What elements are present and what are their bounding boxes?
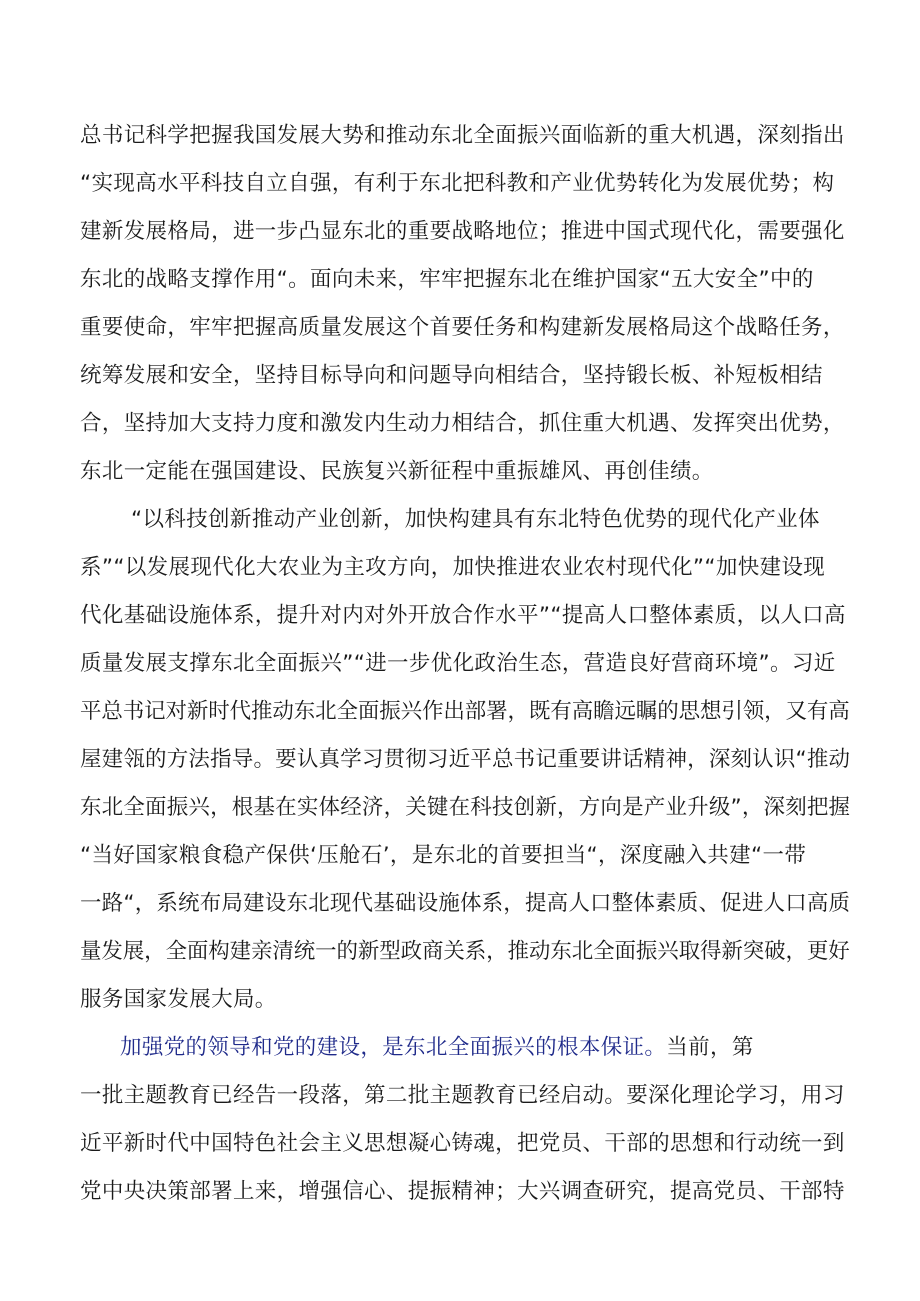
p3-line-2: 一批主题教育已经告一段落，第二批主题教育已经启动。要深化理论学习，用习 <box>80 1083 845 1108</box>
p1-line-5: 重要使命，牢牢把握高质量发展这个首要任务和构建新发展格局这个战略任务， <box>80 315 845 340</box>
p3-line-1 <box>120 1034 754 1062</box>
p3-line-4: 党中央决策部署上来，增强信心、提振精神；大兴调查研究，提高党员、干部特 <box>80 1179 845 1204</box>
p2-line-8: “当好国家粮食稳产保供‘压舱石’，是东北的首要担当“，深度融入共建“一带 <box>80 843 807 868</box>
p1-line-2: “实现高水平科技自立自强，有利于东北把科教和产业优势转化为发展优势；构 <box>80 171 835 196</box>
p2-line-7: 东北全面振兴，根基在实体经济，关键在科技创新，方向是产业升级”，深刻把握 <box>80 795 851 820</box>
p3-line-3: 近平新时代中国特色社会主义思想凝心铸魂，把党员、干部的思想和行动统一到 <box>80 1131 845 1156</box>
p1-line-3: 建新发展格局，进一步凸显东北的重要战略地位；推进中国式现代化，需要强化 <box>80 219 845 244</box>
p2-line-11: 服务国家发展大局。 <box>80 987 277 1012</box>
emphasis-heading: 加强党的领导和党的建设，是东北全面振兴的根本保证。 <box>120 1035 667 1060</box>
p2-line-2: 系”“以发展现代化大农业为主攻方向，加快推进农业农村现代化”“加快建设现 <box>80 555 826 580</box>
p3-line-1-rest: 当前，第 <box>666 1035 754 1060</box>
p1-line-8: 东北一定能在强国建设、民族复兴新征程中重振雄风、再创佳绩。 <box>80 459 714 484</box>
p1-line-7: 合，坚持加大支持力度和激发内生动力相结合，抓住重大机遇、发挥突出优势， <box>80 411 845 436</box>
p2-line-6: 屋建瓴的方法指导。要认真学习贯彻习近平总书记重要讲话精神，深刻认识“推动 <box>80 747 851 772</box>
p2-line-5: 平总书记对新时代推动东北全面振兴作出部署，既有高瞻远瞩的思想引领，又有高 <box>80 699 850 724</box>
p2-line-4: 质量发展支撑东北全面振兴”“进一步优化政治生态，营造良好营商环境”。习近 <box>80 651 836 676</box>
p2-line-1: “以科技创新推动产业创新，加快构建具有东北特色优势的现代化产业体 <box>131 507 820 532</box>
p2-line-3: 代化基础设施体系，提升对内对外开放合作水平”“提高人口整体素质，以人口高 <box>80 603 846 628</box>
p1-line-4: 东北的战略支撑作用“。面向未来，牢牢把握东北在维护国家“五大安全”中的 <box>80 267 814 292</box>
p2-line-9: 一路“，系统布局建设东北现代基础设施体系，提高人口整体素质、促进人口高质 <box>80 891 851 916</box>
p2-line-10: 量发展，全面构建亲清统一的新型政商关系，推动东北全面振兴取得新突破，更好 <box>80 939 850 964</box>
p1-line-6: 统筹发展和安全，坚持目标导向和问题导向相结合，坚持锻长板、补短板相结 <box>80 363 823 388</box>
p1-line-1: 总书记科学把握我国发展大势和推动东北全面振兴面临新的重大机遇，深刻指出 <box>80 123 845 148</box>
